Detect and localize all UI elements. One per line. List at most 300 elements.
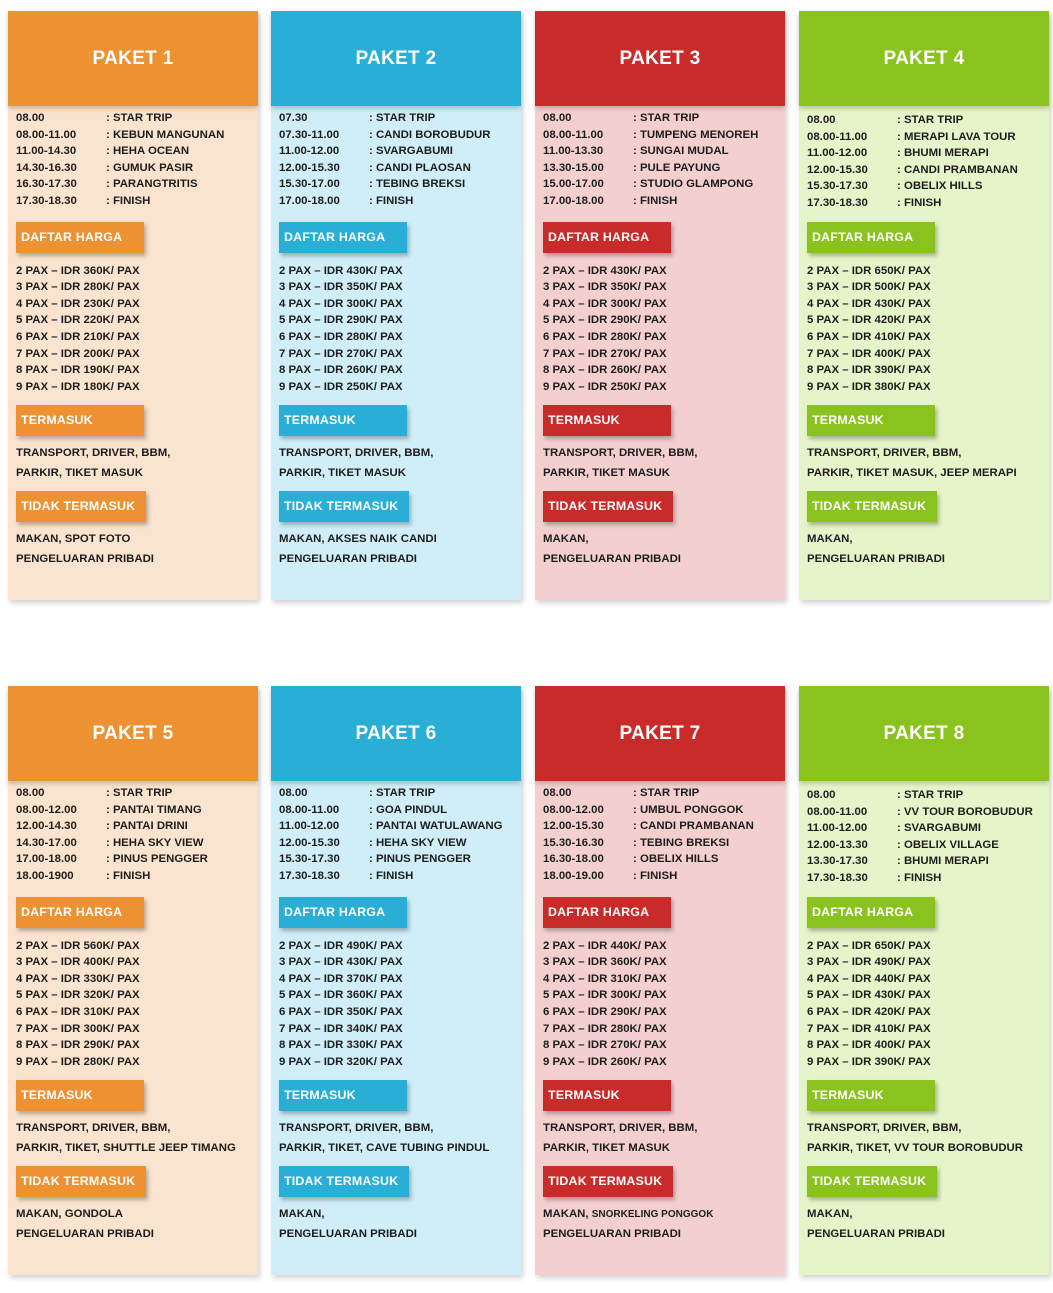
price-row: 2 PAX – IDR 440K/ PAX	[543, 939, 667, 952]
schedule-time: 11.00-12.00	[279, 820, 340, 833]
price-row: 8 PAX – IDR 290K/ PAX	[16, 1039, 140, 1052]
package-body	[271, 781, 521, 1275]
included-text	[279, 444, 521, 483]
schedule-time: 13.30-17.30	[807, 855, 868, 868]
included-line: PARKIR, TIKET, CAVE TUBING PINDUL	[279, 1141, 490, 1154]
excluded-line: MAKAN,	[807, 1208, 853, 1221]
price-row: 7 PAX – IDR 410K/ PAX	[807, 1022, 931, 1035]
price-list-heading: DAFTAR HARGA	[807, 897, 935, 928]
price-list	[543, 263, 785, 396]
included-line: PARKIR, TIKET MASUK, JEEP MERAPI	[807, 466, 1017, 479]
price-row: 2 PAX – IDR 430K/ PAX	[543, 264, 667, 277]
price-row: 3 PAX – IDR 350K/ PAX	[543, 281, 667, 294]
excluded-heading: TIDAK TERMASUK	[543, 1166, 673, 1197]
package-card-5	[8, 686, 258, 1275]
schedule-row	[543, 851, 785, 868]
price-row: 3 PAX – IDR 280K/ PAX	[16, 281, 140, 294]
price-row: 3 PAX – IDR 360K/ PAX	[543, 956, 667, 969]
included-line: PARKIR, TIKET, SHUTTLE JEEP TIMANG	[16, 1141, 236, 1154]
price-row: 9 PAX – IDR 320K/ PAX	[279, 1055, 403, 1068]
included-heading: TERMASUK	[807, 1080, 935, 1111]
included-text	[543, 444, 785, 483]
included-line: TRANSPORT, DRIVER, BBM,	[16, 1122, 171, 1135]
excluded-line: PENGELUARAN PRIBADI	[279, 552, 417, 565]
schedule-activity: : GOA PINDUL	[369, 803, 448, 816]
schedule-activity: : FINISH	[106, 194, 151, 207]
schedule-activity: : PARANGTRITIS	[106, 178, 198, 191]
included-line: PARKIR, TIKET MASUK	[543, 1141, 670, 1154]
schedule-activity: : SVARGABUMI	[897, 822, 981, 835]
included-line: PARKIR, TIKET MASUK	[16, 466, 143, 479]
schedule-activity: : FINISH	[369, 194, 414, 207]
schedule-time: 17.30-18.30	[807, 196, 868, 209]
schedule-row	[16, 851, 258, 868]
schedule-activity: : STAR TRIP	[897, 114, 964, 126]
schedule-activity: : PANTAI DRINI	[106, 820, 188, 833]
price-row: 9 PAX – IDR 390K/ PAX	[807, 1055, 931, 1068]
price-row: 2 PAX – IDR 650K/ PAX	[807, 264, 931, 277]
excluded-line: MAKAN, AKSES NAIK CANDI	[279, 533, 437, 546]
schedule-row	[807, 112, 1049, 129]
included-text	[543, 1119, 785, 1158]
schedule-activity: : HEHA SKY VIEW	[369, 836, 467, 849]
schedule-time: 11.00-12.00	[279, 145, 340, 158]
package-title: PAKET 1	[8, 11, 258, 106]
price-row: 5 PAX – IDR 420K/ PAX	[807, 314, 931, 327]
schedule-time: 08.00	[543, 112, 572, 124]
included-line: PARKIR, TIKET MASUK	[543, 466, 670, 479]
schedule-row	[807, 853, 1049, 870]
excluded-first: MAKAN,	[543, 1208, 589, 1221]
price-list-heading: DAFTAR HARGA	[543, 222, 671, 253]
package-title: PAKET 7	[535, 686, 785, 781]
schedule-activity: : HEHA OCEAN	[106, 145, 190, 158]
schedule-time: 07.30-11.00	[279, 128, 340, 141]
schedule-row	[543, 193, 785, 210]
excluded-text	[16, 1205, 258, 1244]
schedule-time: 08.00	[543, 787, 572, 799]
price-row: 9 PAX – IDR 280K/ PAX	[16, 1055, 140, 1068]
schedule-time: 08.00-11.00	[279, 803, 340, 816]
schedule-row	[807, 837, 1049, 854]
price-row: 8 PAX – IDR 260K/ PAX	[279, 364, 403, 377]
schedule-time: 07.30	[279, 112, 308, 124]
schedule-activity: : UMBUL PONGGOK	[633, 803, 744, 816]
price-list-heading: DAFTAR HARGA	[279, 897, 407, 928]
package-card-6	[271, 686, 521, 1275]
schedule-row	[807, 178, 1049, 195]
excluded-line: MAKAN, SPOT FOTO	[16, 533, 131, 546]
schedule-time: 11.00-14.30	[16, 145, 77, 158]
schedule-time: 15.30-17.00	[279, 178, 340, 191]
excluded-line: PENGELUARAN PRIBADI	[543, 1227, 681, 1240]
package-body	[271, 106, 521, 600]
schedule-time: 08.00-12.00	[543, 803, 604, 816]
schedule-row	[16, 160, 258, 177]
price-list-heading: DAFTAR HARGA	[543, 897, 671, 928]
schedule-activity: : CANDI BOROBUDUR	[369, 128, 491, 141]
excluded-line	[543, 1205, 785, 1225]
package-body	[8, 781, 258, 1275]
excluded-line: MAKAN,	[279, 1208, 325, 1221]
schedule-row	[279, 868, 521, 885]
excluded-heading: TIDAK TERMASUK	[279, 1166, 409, 1197]
price-row: 4 PAX – IDR 300K/ PAX	[543, 297, 667, 310]
schedule-time: 15.30-17.30	[807, 180, 868, 193]
price-row: 5 PAX – IDR 290K/ PAX	[543, 314, 667, 327]
price-row: 8 PAX – IDR 390K/ PAX	[807, 364, 931, 377]
price-row: 4 PAX – IDR 300K/ PAX	[279, 297, 403, 310]
price-row: 3 PAX – IDR 430K/ PAX	[279, 956, 403, 969]
schedule-list	[807, 112, 1049, 212]
price-row: 9 PAX – IDR 260K/ PAX	[543, 1055, 667, 1068]
schedule-row	[16, 110, 258, 127]
schedule-activity: : CANDI PRAMBANAN	[897, 163, 1018, 176]
schedule-time: 11.00-12.00	[807, 147, 868, 160]
schedule-row	[807, 820, 1049, 837]
price-row: 3 PAX – IDR 350K/ PAX	[279, 281, 403, 294]
schedule-row	[279, 160, 521, 177]
schedule-time: 17.30-18.30	[807, 871, 868, 884]
included-line: TRANSPORT, DRIVER, BBM,	[279, 1122, 434, 1135]
excluded-line: PENGELUARAN PRIBADI	[16, 552, 154, 565]
price-row: 9 PAX – IDR 380K/ PAX	[807, 380, 931, 393]
excluded-line: PENGELUARAN PRIBADI	[807, 552, 945, 565]
package-body	[8, 106, 258, 600]
price-row: 5 PAX – IDR 220K/ PAX	[16, 314, 140, 327]
schedule-time: 08.00	[807, 789, 836, 801]
price-row: 3 PAX – IDR 400K/ PAX	[16, 956, 140, 969]
price-row: 7 PAX – IDR 270K/ PAX	[279, 347, 403, 360]
schedule-time: 14.30-16.30	[16, 161, 77, 174]
excluded-text	[807, 530, 1049, 569]
schedule-row	[543, 176, 785, 193]
included-heading: TERMASUK	[543, 405, 671, 436]
included-text	[16, 444, 258, 483]
excluded-text	[279, 530, 521, 569]
schedule-activity: : CANDI PRAMBANAN	[633, 820, 754, 833]
price-row: 6 PAX – IDR 410K/ PAX	[807, 330, 931, 343]
schedule-activity: : SVARGABUMI	[369, 145, 453, 158]
price-row: 7 PAX – IDR 340K/ PAX	[279, 1022, 403, 1035]
schedule-activity: : SUNGAI MUDAL	[633, 145, 729, 158]
schedule-time: 12.00-15.30	[279, 836, 340, 849]
price-row: 6 PAX – IDR 420K/ PAX	[807, 1005, 931, 1018]
package-title: PAKET 3	[535, 11, 785, 106]
schedule-activity: : BHUMI MERAPI	[897, 855, 989, 868]
schedule-activity: : FINISH	[369, 869, 414, 882]
included-line: PARKIR, TIKET, VV TOUR BOROBUDUR	[807, 1141, 1024, 1154]
schedule-row	[543, 835, 785, 852]
schedule-row	[279, 143, 521, 160]
schedule-row	[543, 127, 785, 144]
schedule-time: 14.30-17.00	[16, 836, 77, 849]
package-body	[799, 106, 1049, 600]
price-row: 7 PAX – IDR 300K/ PAX	[16, 1022, 140, 1035]
schedule-activity: : STAR TRIP	[633, 787, 700, 799]
included-text	[279, 1119, 521, 1158]
schedule-row	[543, 785, 785, 802]
price-row: 7 PAX – IDR 400K/ PAX	[807, 347, 931, 360]
schedule-time: 12.00-15.30	[807, 163, 868, 176]
schedule-row	[16, 868, 258, 885]
price-list	[16, 263, 258, 396]
schedule-activity: : PANTAI TIMANG	[106, 803, 202, 816]
package-title: PAKET 6	[271, 686, 521, 781]
included-line: TRANSPORT, DRIVER, BBM,	[807, 1122, 962, 1135]
package-card-3	[535, 11, 785, 600]
package-body	[799, 781, 1049, 1275]
price-row: 5 PAX – IDR 300K/ PAX	[543, 989, 667, 1002]
included-heading: TERMASUK	[279, 1080, 407, 1111]
schedule-time: 18.00-19.00	[543, 869, 604, 882]
schedule-time: 17.00-18.00	[279, 194, 340, 207]
package-body	[535, 106, 785, 600]
schedule-activity: : STAR TRIP	[897, 789, 964, 801]
schedule-activity: : TUMPENG MENOREH	[633, 128, 759, 141]
price-row: 8 PAX – IDR 190K/ PAX	[16, 364, 140, 377]
excluded-text	[16, 530, 258, 569]
schedule-time: 08.00-11.00	[807, 130, 868, 143]
excluded-line: PENGELUARAN PRIBADI	[807, 1227, 945, 1240]
schedule-row	[807, 145, 1049, 162]
schedule-activity: : FINISH	[633, 869, 678, 882]
schedule-row	[16, 818, 258, 835]
included-line: PARKIR, TIKET MASUK	[279, 466, 406, 479]
package-title: PAKET 4	[799, 11, 1049, 106]
schedule-activity: : STAR TRIP	[369, 787, 436, 799]
schedule-activity: : FINISH	[897, 871, 942, 884]
price-row: 2 PAX – IDR 490K/ PAX	[279, 939, 403, 952]
price-row: 5 PAX – IDR 320K/ PAX	[16, 989, 140, 1002]
schedule-time: 08.00	[16, 787, 45, 799]
package-title: PAKET 5	[8, 686, 258, 781]
price-list	[807, 938, 1049, 1071]
schedule-activity: : STAR TRIP	[633, 112, 700, 124]
package-card-4	[799, 11, 1049, 600]
schedule-list	[279, 110, 521, 210]
price-row: 6 PAX – IDR 280K/ PAX	[543, 330, 667, 343]
schedule-time: 08.00-11.00	[16, 128, 77, 141]
excluded-heading: TIDAK TERMASUK	[807, 1166, 937, 1197]
schedule-activity: : KEBUN MANGUNAN	[106, 128, 225, 141]
schedule-row	[543, 110, 785, 127]
price-row: 8 PAX – IDR 270K/ PAX	[543, 1039, 667, 1052]
price-row: 2 PAX – IDR 650K/ PAX	[807, 939, 931, 952]
excluded-line: MAKAN, GONDOLA	[16, 1208, 123, 1221]
price-row: 9 PAX – IDR 250K/ PAX	[543, 380, 667, 393]
excluded-heading: TIDAK TERMASUK	[16, 491, 146, 522]
schedule-row	[279, 802, 521, 819]
schedule-time: 15.00-17.00	[543, 178, 604, 191]
package-card-2	[271, 11, 521, 600]
schedule-time: 16.30-18.00	[543, 853, 604, 866]
schedule-row	[279, 127, 521, 144]
schedule-activity: : STAR TRIP	[106, 112, 173, 124]
schedule-activity: : OBELIX VILLAGE	[897, 838, 999, 851]
price-row: 5 PAX – IDR 430K/ PAX	[807, 989, 931, 1002]
schedule-activity: : HEHA SKY VIEW	[106, 836, 204, 849]
schedule-activity: : TEBING BREKSI	[369, 178, 466, 191]
schedule-time: 15.30-16.30	[543, 836, 604, 849]
schedule-row	[543, 143, 785, 160]
schedule-row	[543, 802, 785, 819]
price-row: 8 PAX – IDR 260K/ PAX	[543, 364, 667, 377]
price-list	[16, 938, 258, 1071]
price-row: 6 PAX – IDR 310K/ PAX	[16, 1005, 140, 1018]
schedule-row	[279, 851, 521, 868]
schedule-row	[16, 785, 258, 802]
price-list	[279, 938, 521, 1071]
price-row: 7 PAX – IDR 280K/ PAX	[543, 1022, 667, 1035]
schedule-row	[279, 835, 521, 852]
schedule-row	[807, 804, 1049, 821]
excluded-text	[279, 1205, 521, 1244]
schedule-time: 15.30-17.30	[279, 853, 340, 866]
schedule-activity: : TEBING BREKSI	[633, 836, 730, 849]
schedule-row	[543, 868, 785, 885]
price-row: 4 PAX – IDR 310K/ PAX	[543, 972, 667, 985]
schedule-activity: : FINISH	[633, 194, 678, 207]
schedule-time: 17.30-18.30	[16, 194, 77, 207]
price-row: 8 PAX – IDR 400K/ PAX	[807, 1039, 931, 1052]
schedule-row	[279, 176, 521, 193]
price-row: 4 PAX – IDR 330K/ PAX	[16, 972, 140, 985]
schedule-row	[807, 870, 1049, 887]
schedule-time: 16.30-17.30	[16, 178, 77, 191]
excluded-text	[543, 1205, 785, 1244]
price-row: 4 PAX – IDR 370K/ PAX	[279, 972, 403, 985]
schedule-activity: : VV TOUR BOROBUDUR	[897, 805, 1033, 818]
schedule-row	[279, 785, 521, 802]
excluded-line: MAKAN,	[543, 533, 589, 546]
schedule-activity: : CANDI PLAOSAN	[369, 161, 471, 174]
schedule-row	[16, 802, 258, 819]
price-row: 6 PAX – IDR 210K/ PAX	[16, 330, 140, 343]
price-row: 8 PAX – IDR 330K/ PAX	[279, 1039, 403, 1052]
schedule-row	[543, 160, 785, 177]
price-row: 9 PAX – IDR 180K/ PAX	[16, 380, 140, 393]
schedule-activity: : STAR TRIP	[106, 787, 173, 799]
excluded-heading: TIDAK TERMASUK	[807, 491, 937, 522]
excluded-text	[543, 530, 785, 569]
price-list	[543, 938, 785, 1071]
package-card-7	[535, 686, 785, 1275]
price-row: 3 PAX – IDR 500K/ PAX	[807, 281, 931, 294]
price-row: 7 PAX – IDR 200K/ PAX	[16, 347, 140, 360]
schedule-list	[279, 785, 521, 885]
schedule-row	[16, 835, 258, 852]
schedule-list	[543, 785, 785, 885]
schedule-time: 17.30-18.30	[279, 869, 340, 882]
price-row: 2 PAX – IDR 430K/ PAX	[279, 264, 403, 277]
schedule-list	[16, 110, 258, 210]
price-row: 9 PAX – IDR 250K/ PAX	[279, 380, 403, 393]
price-row: 7 PAX – IDR 270K/ PAX	[543, 347, 667, 360]
schedule-row	[807, 195, 1049, 212]
price-row: 4 PAX – IDR 440K/ PAX	[807, 972, 931, 985]
schedule-time: 08.00-11.00	[543, 128, 604, 141]
price-list-heading: DAFTAR HARGA	[16, 897, 144, 928]
included-line: TRANSPORT, DRIVER, BBM,	[279, 447, 434, 460]
package-title: PAKET 2	[271, 11, 521, 106]
schedule-time: 08.00	[16, 112, 45, 124]
schedule-activity: : STUDIO GLAMPONG	[633, 178, 754, 191]
schedule-activity: : MERAPI LAVA TOUR	[897, 130, 1016, 143]
schedule-time: 12.00-14.30	[16, 820, 77, 833]
excluded-line: PENGELUARAN PRIBADI	[543, 552, 681, 565]
package-body	[535, 781, 785, 1275]
included-text	[807, 1119, 1049, 1158]
schedule-time: 11.00-12.00	[807, 822, 868, 835]
price-row: 4 PAX – IDR 230K/ PAX	[16, 297, 140, 310]
schedule-row	[279, 818, 521, 835]
schedule-row	[807, 162, 1049, 179]
price-row: 6 PAX – IDR 290K/ PAX	[543, 1005, 667, 1018]
schedule-time: 08.00-11.00	[807, 805, 868, 818]
price-list-heading: DAFTAR HARGA	[807, 222, 935, 253]
price-row: 3 PAX – IDR 490K/ PAX	[807, 956, 931, 969]
schedule-time: 17.00-18.00	[16, 853, 77, 866]
schedule-row	[807, 129, 1049, 146]
excluded-line: PENGELUARAN PRIBADI	[279, 1227, 417, 1240]
included-line: TRANSPORT, DRIVER, BBM,	[543, 1122, 698, 1135]
schedule-list	[807, 787, 1049, 887]
schedule-time: 08.00	[279, 787, 308, 799]
included-text	[16, 1119, 258, 1158]
schedule-time: 12.00-15.30	[543, 820, 604, 833]
schedule-row	[543, 818, 785, 835]
price-row: 5 PAX – IDR 290K/ PAX	[279, 314, 403, 327]
excluded-line: MAKAN,	[807, 533, 853, 546]
schedule-row	[16, 143, 258, 160]
schedule-activity: : PANTAI WATULAWANG	[369, 820, 503, 833]
included-text	[807, 444, 1049, 483]
schedule-row	[16, 193, 258, 210]
package-card-8	[799, 686, 1049, 1275]
schedule-time: 08.00	[807, 114, 836, 126]
schedule-activity: : OBELIX HILLS	[633, 853, 719, 866]
included-heading: TERMASUK	[543, 1080, 671, 1111]
included-line: TRANSPORT, DRIVER, BBM,	[807, 447, 962, 460]
price-row: 5 PAX – IDR 360K/ PAX	[279, 989, 403, 1002]
excluded-text	[807, 1205, 1049, 1244]
schedule-time: 18.00-1900	[16, 869, 74, 882]
schedule-time: 17.00-18.00	[543, 194, 604, 207]
price-list	[807, 263, 1049, 396]
schedule-row	[16, 127, 258, 144]
schedule-activity: : BHUMI MERAPI	[897, 147, 989, 160]
schedule-list	[543, 110, 785, 210]
schedule-time: 11.00-13.30	[543, 145, 604, 158]
price-list-heading: DAFTAR HARGA	[16, 222, 144, 253]
price-row: 2 PAX – IDR 360K/ PAX	[16, 264, 140, 277]
price-row: 4 PAX – IDR 430K/ PAX	[807, 297, 931, 310]
included-heading: TERMASUK	[807, 405, 935, 436]
schedule-list	[16, 785, 258, 885]
schedule-row	[279, 110, 521, 127]
price-row: 6 PAX – IDR 280K/ PAX	[279, 330, 403, 343]
included-heading: TERMASUK	[16, 1080, 144, 1111]
schedule-row	[279, 193, 521, 210]
included-heading: TERMASUK	[16, 405, 144, 436]
excluded-heading: TIDAK TERMASUK	[543, 491, 673, 522]
package-card-1	[8, 11, 258, 600]
schedule-row	[807, 787, 1049, 804]
excluded-first-small: SNORKELING PONGGOK	[591, 1209, 714, 1221]
package-title: PAKET 8	[799, 686, 1049, 781]
schedule-activity: : OBELIX HILLS	[897, 180, 983, 193]
